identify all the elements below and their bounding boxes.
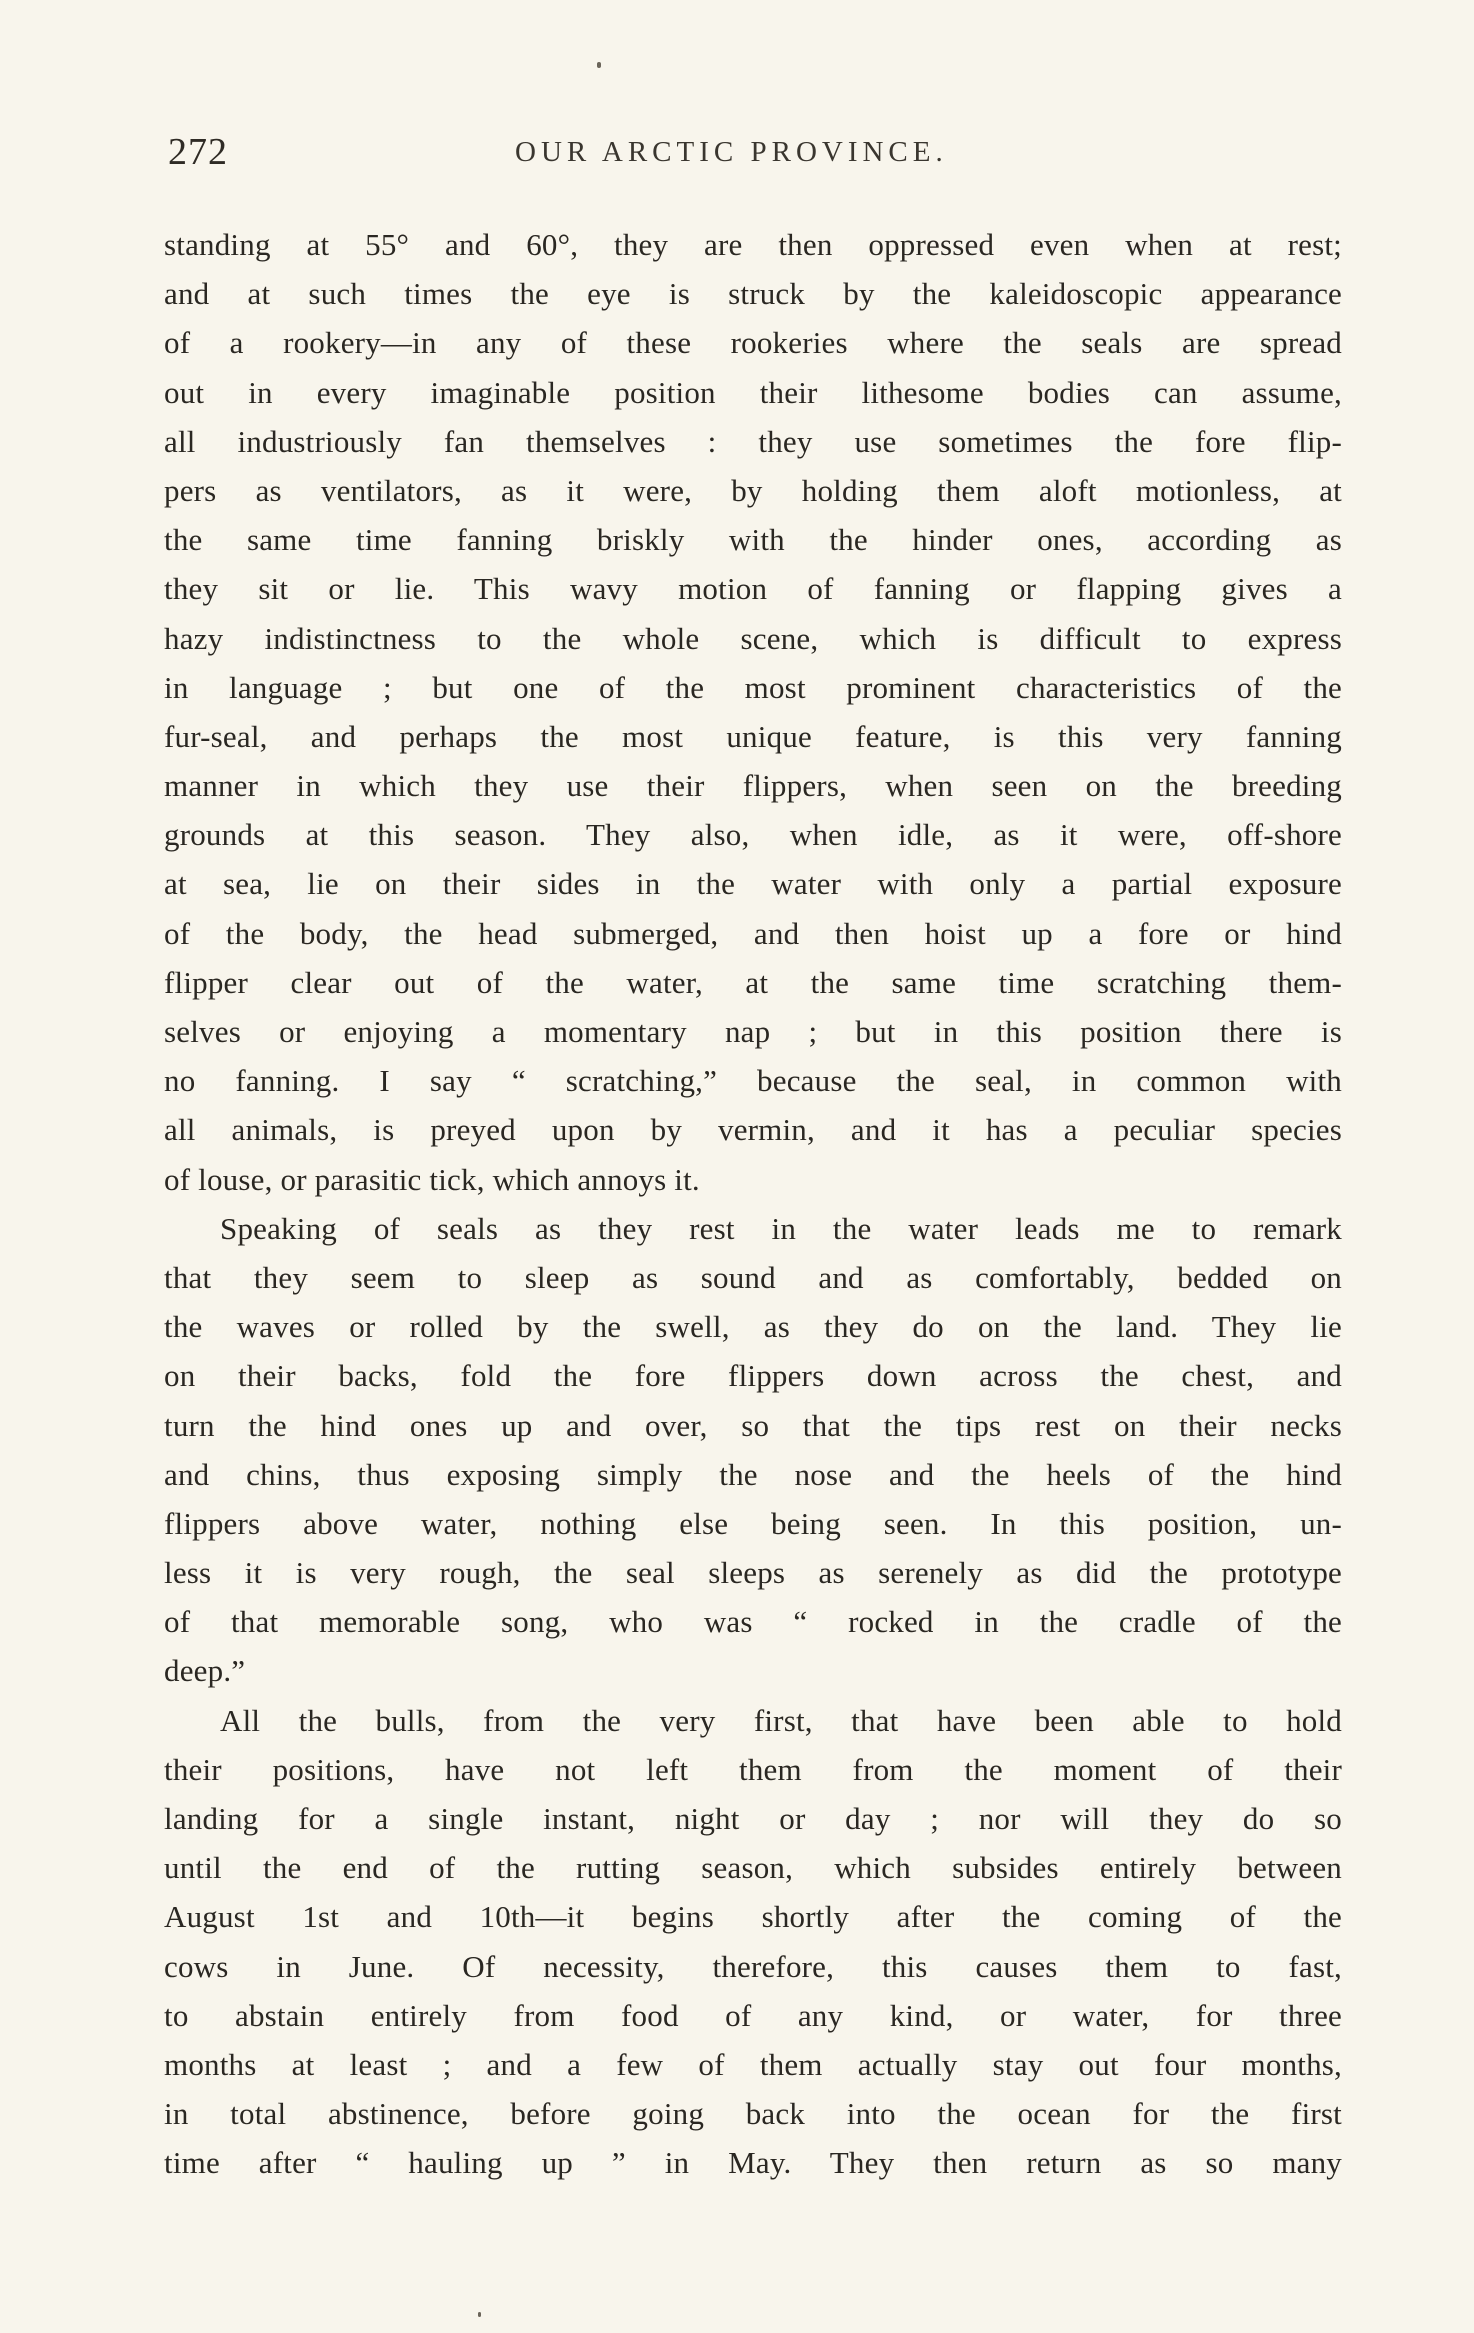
text-line: turn the hind ones up and over, so that the tips rest on their necks [164,1407,1342,1443]
text-line: all animals, is preyed upon by vermin, and it has a peculiar species [164,1112,1342,1148]
text-line: the same time fanning briskly with the hinder ones, according as [164,522,1342,558]
text-line: landing for a single instant, night or day ; nor will they do so [164,1801,1342,1836]
text-line: selves or enjoying a momentary nap ; but in this position there is [164,1014,1342,1049]
ink-speck [597,62,601,68]
text-line: that they seem to sleep as sound and as comfortably, bedded on [164,1259,1342,1295]
text-line: months at least ; and a few of them actually stay out four months, [164,2046,1342,2082]
text-line: manner in which they use their flippers, when seen on the breeding [164,768,1342,804]
page-header [160,130,1350,176]
text-line: time after “ hauling up ” in May. They then return as so many [164,2145,1342,2181]
text-line: in total abstinence, before going back into the ocean for the first [164,2096,1342,2132]
text-line: the waves or rolled by the swell, as they do on the land. They lie [164,1309,1342,1345]
text-line: of the body, the head submerged, and then hoist up a fore or hind [164,915,1342,951]
text-line: in language ; but one of the most prominent characteristics of the [164,669,1342,705]
text-line: no fanning. I say “ scratching,” because the seal, in common with [164,1063,1342,1099]
text-line: deep.” [164,1653,246,1689]
text-line: flipper clear out of the water, at the same time scratching them- [164,964,1342,1000]
text-line: pers as ventilators, as it were, by holding them aloft motionless, at [164,472,1342,508]
text-line: hazy indistinctness to the whole scene, which is difficult to express [164,620,1342,656]
text-line: on their backs, fold the fore flippers down across the chest, and [164,1358,1342,1394]
ink-speck [478,2312,481,2317]
text-line: All the bulls, from the very first, that have been able to hold [220,1702,1342,1738]
running-title: OUR ARCTIC PROVINCE. [515,136,948,168]
text-line: and at such times the eye is struck by the kaleidoscopic appearance [164,276,1342,312]
text-line: out in every imaginable position their lithesome bodies can assume, [164,374,1342,410]
text-line: all industriously fan themselves : they use sometimes the fore flip- [164,423,1342,459]
text-line: until the end of the rutting season, which subsides entirely between [164,1850,1342,1886]
text-line: their positions, have not left them from the moment of their [164,1751,1342,1787]
text-line: August 1st and 10th—it begins shortly after the coming of the [164,1899,1342,1935]
text-line: and chins, thus exposing simply the nose and the heels of the hind [164,1456,1342,1492]
text-line: fur-seal, and perhaps the most unique feature, is this very fanning [164,718,1342,754]
text-line: of a rookery—in any of these rookeries where the seals are spread [164,325,1342,361]
text-line: to abstain entirely from food of any kind, or water, for three [164,1997,1342,2033]
text-line: Speaking of seals as they rest in the water leads me to remark [220,1210,1342,1246]
text-line: cows in June. Of necessity, therefore, this causes them to fast, [164,1948,1342,1984]
text-line: of louse, or parasitic tick, which annoys it. [164,1161,700,1197]
text-line: grounds at this season. They also, when idle, as it were, off-shore [164,817,1342,853]
text-line: they sit or lie. This wavy motion of fanning or flapping gives a [164,571,1342,607]
body-text [164,220,1342,2188]
text-line: of that memorable song, who was “ rocked in the cradle of the [164,1604,1342,1640]
text-line: flippers above water, nothing else being seen. In this position, un- [164,1505,1342,1541]
text-line: standing at 55° and 60°, they are then oppressed even when at rest; [164,227,1342,262]
page-number: 272 [168,131,228,173]
text-line: less it is very rough, the seal sleeps as serenely as did the prototype [164,1555,1342,1591]
text-line: at sea, lie on their sides in the water with only a partial exposure [164,866,1342,902]
